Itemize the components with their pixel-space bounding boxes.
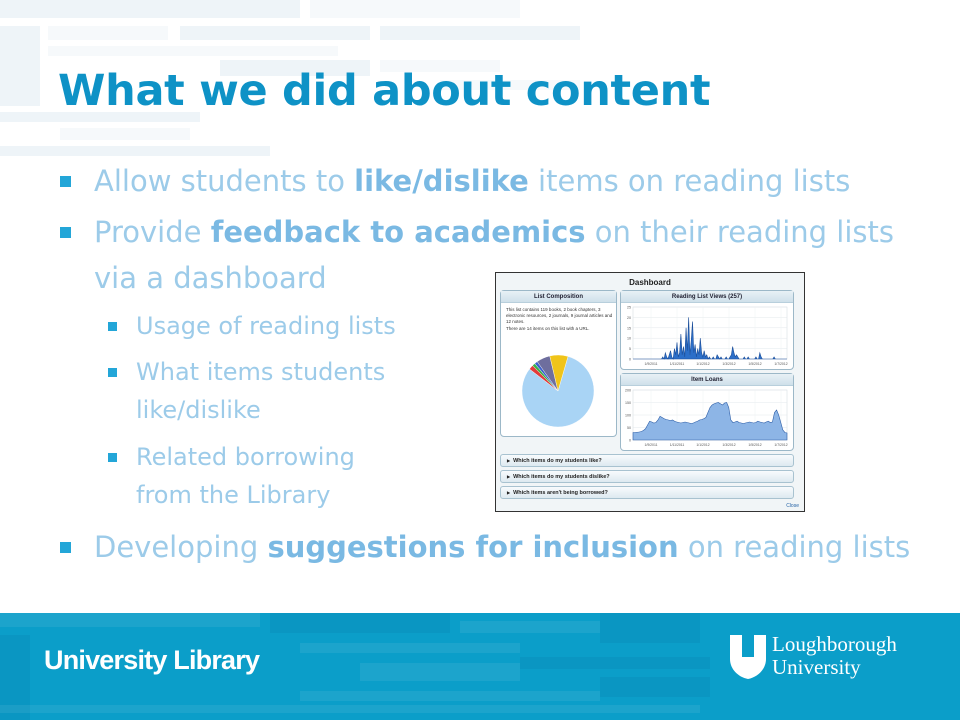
y-tick-label: 5 [629, 347, 631, 352]
reading-list-views-panel [620, 290, 794, 370]
plot-area [633, 307, 787, 359]
close-link[interactable]: Close [786, 503, 799, 509]
footer-banner [0, 613, 960, 720]
y-tick-label: 200 [625, 388, 631, 393]
loughborough-university-logo [728, 633, 938, 693]
logo-text-university: University [772, 655, 861, 679]
y-tick-label: 0 [629, 438, 631, 443]
bullet-square-icon [60, 176, 71, 187]
logo-text-loughborough: Loughborough [772, 632, 897, 656]
bullet-square-icon [108, 322, 117, 331]
expand-arrow-icon: ▶ [507, 474, 511, 479]
list-composition-pie-chart [501, 341, 616, 436]
x-tick-label: 1/5/2012 [748, 443, 762, 447]
y-tick-label: 150 [625, 401, 631, 405]
y-tick-label: 25 [627, 305, 631, 310]
bullet-square-icon [60, 542, 71, 553]
y-tick-label: 10 [627, 336, 631, 341]
slide-title: What we did about content [58, 66, 711, 116]
accordion-not-borrowed[interactable]: ▶ Which items aren't being borrowed? [500, 486, 794, 499]
x-tick-label: 1/1/2012 [696, 362, 710, 366]
x-tick-label: 1/9/2011 [644, 443, 658, 447]
list-composition-summary: This list contains 119 books, 2 book chapters, 3 electronic resources, 2 journals, 9 journal articles and 12 notes. [506, 307, 613, 324]
expand-arrow-icon: ▶ [507, 458, 511, 463]
dashboard-screenshot [495, 272, 805, 512]
item-loans-chart [621, 386, 793, 450]
bullet-square-icon [108, 368, 117, 377]
dashboard-title: Dashboard [629, 278, 671, 287]
x-tick-label: 1/11/2011 [669, 443, 685, 447]
list-composition-panel [500, 290, 617, 437]
reading-list-views-chart [621, 303, 793, 369]
reading-list-views-title: Reading List Views (257) [621, 291, 793, 303]
x-tick-label: 1/7/2012 [774, 362, 788, 366]
bullet-square-icon [60, 227, 71, 238]
x-tick-label: 1/11/2011 [669, 362, 685, 366]
x-tick-label: 1/3/2012 [722, 362, 736, 366]
accordion-students-dislike[interactable]: ▶ Which items do my students dislike? [500, 470, 794, 483]
y-tick-label: 50 [627, 426, 631, 430]
list-composition-url-count: There are 14 items on this list with a URL. [506, 326, 590, 331]
bullet-square-icon [108, 453, 117, 462]
x-tick-label: 1/1/2012 [696, 443, 710, 447]
accordion-students-like[interactable]: ▶ Which items do my students like? [500, 454, 794, 467]
university-library-wordmark: University Library [44, 645, 260, 675]
x-tick-label: 1/7/2012 [774, 443, 788, 447]
item-loans-title: Item Loans [621, 374, 793, 386]
x-tick-label: 1/9/2011 [644, 362, 658, 366]
y-tick-label: 20 [627, 315, 631, 320]
y-tick-label: 15 [627, 326, 631, 331]
university-shield-icon [728, 635, 768, 679]
item-loans-panel [620, 373, 794, 451]
y-tick-label: 100 [625, 413, 631, 418]
list-composition-title: List Composition [501, 291, 616, 303]
x-tick-label: 1/3/2012 [722, 443, 736, 447]
x-tick-label: 1/5/2012 [748, 362, 762, 366]
expand-arrow-icon: ▶ [507, 490, 511, 495]
y-tick-label: 0 [629, 357, 631, 362]
